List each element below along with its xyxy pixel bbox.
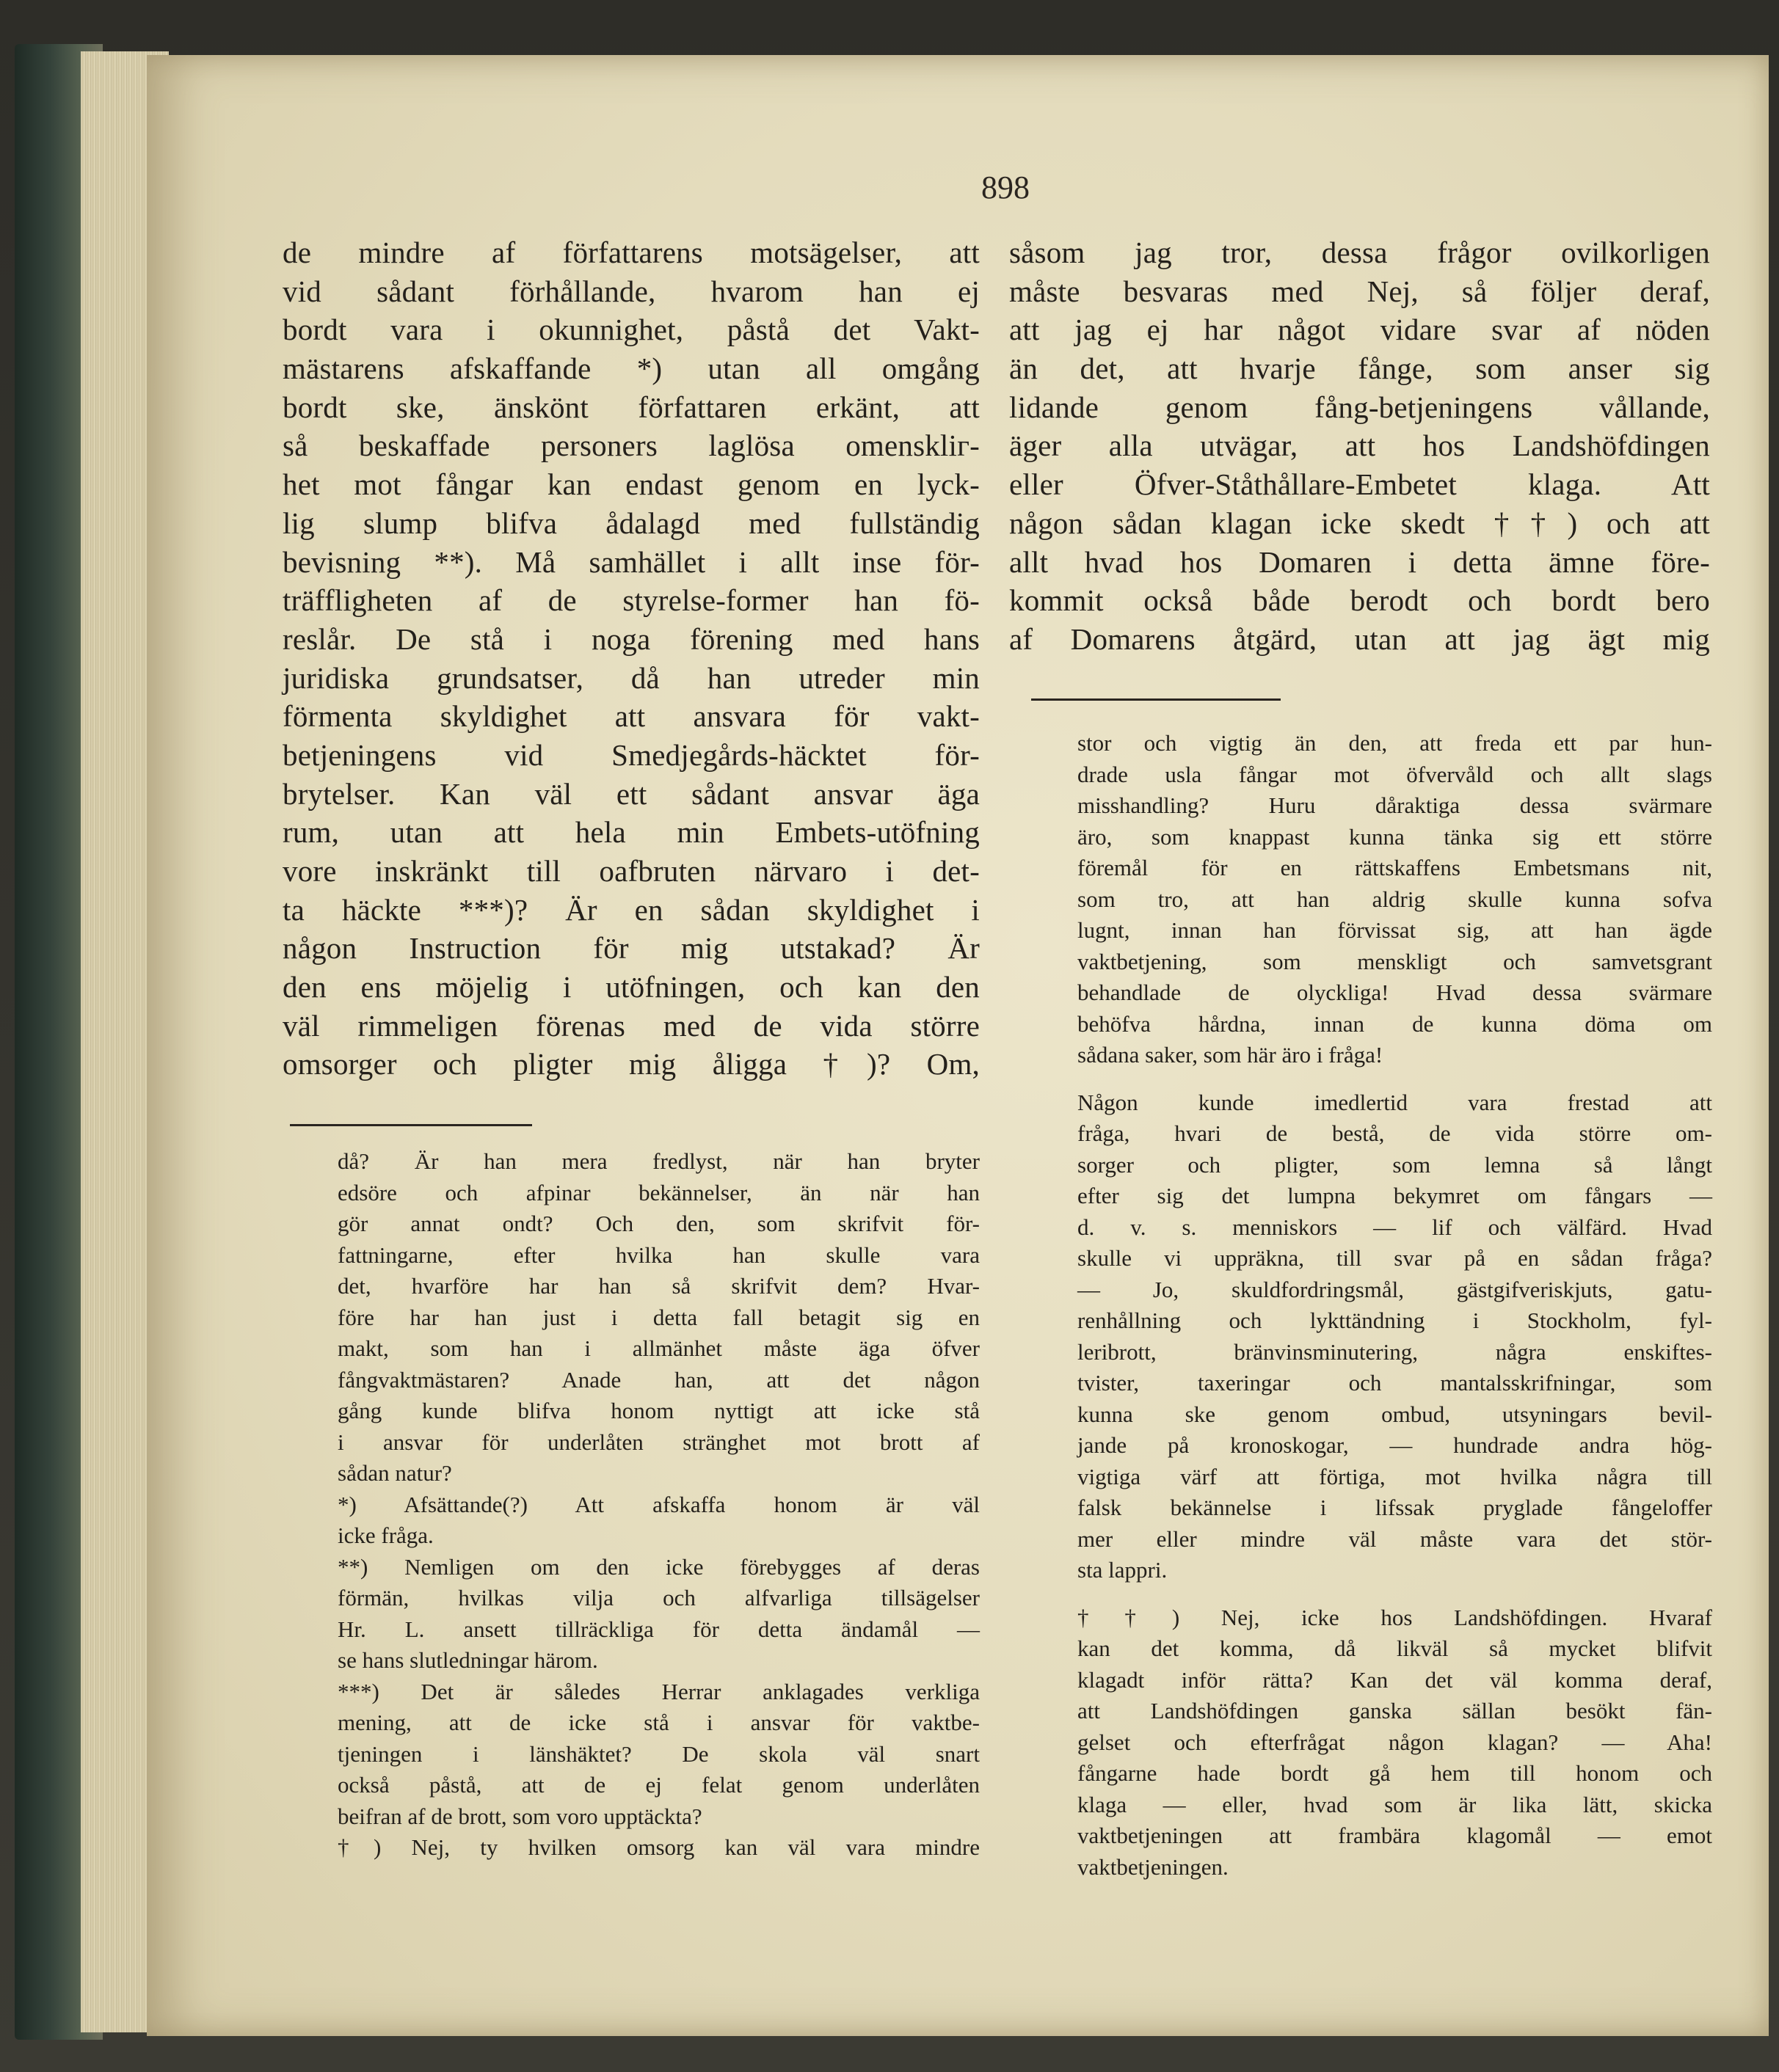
- footnote-line: lugnt, innan han förvissat sig, att han ägde: [1077, 917, 1712, 943]
- footnote-line: makt, som han i allmänhet måste äga öfver: [338, 1335, 980, 1361]
- footnote-line: — Jo, skuldfordringsmål, gästgifveriskjuts, gatu-: [1077, 1276, 1712, 1302]
- text-line: så beskaffade personers laglösa omenskliг-: [283, 428, 980, 463]
- footnote-line: som tro, att han aldrig skulle kunna sofva: [1077, 886, 1712, 912]
- footnote-line: kunna ske genom ombud, utsyningars bevil-: [1077, 1401, 1712, 1427]
- footnote-line: sorger och pligter, som lemna så långt: [1077, 1151, 1712, 1178]
- footnote-line: fattningarne, efter hvilka han skulle vara: [338, 1241, 980, 1268]
- text-line: någon sådan klagan icke skedt ††) och att: [1009, 506, 1710, 540]
- footnote-line: mer eller mindre väl måste vara det stör-: [1077, 1525, 1712, 1552]
- footnote-line: *) Afsättande(?) Att afskaffa honom är väl: [338, 1491, 980, 1517]
- footnote-line: också påstå, att de ej felat genom underlåten: [338, 1772, 980, 1798]
- footnote-rule-right: [1031, 698, 1281, 701]
- footnote-line: Någon kunde imedlertid vara frestad att: [1077, 1089, 1712, 1115]
- text-line: någon Instruction för mig utstakad? Är: [283, 931, 980, 966]
- text-line: bordt ske, änskönt författaren erkänt, att: [283, 390, 980, 424]
- footnote-line: föremål för en rättskaffens Embetsmans nit,: [1077, 855, 1712, 880]
- footnote-line: gör annat ondt? Och den, som skrifvit för-: [338, 1211, 980, 1236]
- text-line: vore inskränkt till oafbruten närvaro i det-: [283, 854, 980, 888]
- text-line: väl rimmeligen förenas med de vida större: [283, 1008, 980, 1043]
- footnote-line: det, hvarföre har han så skrifvit dem? Hvar-: [338, 1273, 980, 1299]
- text-line: den ens möjelig i utöfningen, och kan den: [283, 970, 980, 1004]
- footnote-line: sådan natur?: [338, 1460, 452, 1486]
- footnote-line: att Landshöfdingen ganska sällan besökt fän-: [1077, 1698, 1712, 1723]
- text-line: eller Öfver-Ståthållare-Embetet klaga. Att: [1009, 467, 1710, 502]
- footnote-line: drade usla fångar mot öfvervåld och allt slags: [1077, 761, 1712, 787]
- text-line: betjeningens vid Smedjegårds-häcktet för-: [283, 737, 980, 772]
- right-footnotes: [1077, 728, 1712, 1883]
- footnote-line: falsk bekännelse i lifssak pryglade fångeloffer: [1077, 1495, 1712, 1520]
- footnote-line: kan det komma, då likväl så mycket blifvit: [1077, 1635, 1712, 1661]
- text-line: mästarens afskaffande *) utan all omgång: [283, 351, 980, 386]
- text-line: måste besvaras med Nej, så följer deraf,: [1009, 274, 1710, 308]
- footnote-line: †) Nej, ty hvilken omsorg kan väl vara mindre: [338, 1834, 980, 1860]
- text-line: bordt vara i okunnighet, påstå det Vakt-: [283, 313, 980, 347]
- footnote-line: klaga — eller, hvad som är lika lätt, skicka: [1077, 1791, 1712, 1817]
- footnote-line: efter sig det lumpna bekymret om fångars —: [1077, 1183, 1712, 1208]
- text-line: kommit också både berodt och bordt bero: [1009, 583, 1710, 618]
- left-footnotes: [338, 1146, 980, 1864]
- footnote-line: se hans slutledningar härom.: [338, 1647, 598, 1673]
- footnote-line: ††) Nej, icke hos Landshöfdingen. Hvaraf: [1077, 1604, 1712, 1630]
- footnote-line: misshandling? Huru dåraktiga dessa svärmare: [1077, 792, 1712, 818]
- paragraph-gap: [1077, 1071, 1712, 1087]
- text-line: såsom jag tror, dessa frågor ovilkorligen: [1009, 236, 1710, 269]
- footnote-line: skulle vi uppräkna, till svar på en sådan fråga?: [1077, 1245, 1712, 1271]
- footnote-line: vigtiga värf att förtiga, mot hvilka några till: [1077, 1463, 1712, 1489]
- left-column-text: [283, 233, 980, 1084]
- footnote-line: tvister, taxeringar och mantalsskrifningar, som: [1077, 1370, 1712, 1396]
- footnote-line: vaktbetjening, som menskligt och samvetsgrant: [1077, 948, 1712, 974]
- footnote-line: fångarne hade bordt gå hem till honom och: [1077, 1760, 1712, 1786]
- footnote-line: stor och vigtig än den, att freda ett par hun-: [1077, 730, 1712, 756]
- footnote-line: i ansvar för underlåten stränghet mot brott af: [338, 1429, 980, 1455]
- footnote-line: behandlade de olyckliga! Hvad dessa svärmare: [1077, 980, 1712, 1005]
- text-line: allt hvad hos Domaren i detta ämne före-: [1009, 544, 1710, 579]
- text-line: rum, utan att hela min Embets-utöfning: [283, 815, 980, 850]
- footnote-line: ***) Det är således Herrar anklagades verkliga: [338, 1678, 980, 1704]
- footnote-line: icke fråga.: [338, 1522, 434, 1548]
- footnote-line: d. v. s. menniskors — lif och välfärd. Hvad: [1077, 1214, 1712, 1240]
- footnote-line: Hr. L. ansett tillräckliga för detta ändamål —: [338, 1616, 980, 1642]
- footnote-rule-left: [290, 1124, 532, 1126]
- text-line: lidande genom fång-betjeningens vållande,: [1009, 390, 1710, 424]
- footnote-line: behöfva hårdna, innan de kunna döma om: [1077, 1010, 1712, 1037]
- text-line: brytelser. Kan väl ett sådant ansvar äga: [283, 776, 980, 811]
- page-number: 898: [981, 169, 1030, 205]
- text-line: lig slump blifva ådalagd med fullständig: [283, 506, 980, 540]
- footnote-line: edsöre och afpinar bekännelser, än när han: [338, 1179, 980, 1205]
- text-line: bevisning **). Må samhället i allt inse för-: [283, 544, 980, 579]
- text-line: reslår. De stå i noga förening med hans: [283, 621, 980, 656]
- footnote-line: då? Är han mera fredlyst, när han bryter: [338, 1148, 980, 1174]
- text-line: att jag ej har något vidare svar af nöden: [1009, 313, 1710, 347]
- text-line: äger alla utvägar, att hos Landshöfdingen: [1009, 428, 1710, 463]
- footnote-line: vaktbetjeningen.: [1077, 1853, 1229, 1880]
- footnote-line: klagadt inför rätta? Kan det väl komma deraf,: [1077, 1666, 1712, 1693]
- footnote-line: gelset och efterfrågat någon klagan? — Aha!: [1077, 1729, 1712, 1755]
- footnote-line: sta lappri.: [1077, 1557, 1168, 1583]
- text-line: än det, att hvarje fånge, som anser sig: [1009, 351, 1710, 386]
- footnote-line: sådana saker, som här äro i fråga!: [1077, 1042, 1383, 1068]
- paragraph-gap: [1077, 1586, 1712, 1602]
- text-line: de mindre af författarens motsägelser, att: [283, 236, 980, 269]
- footnote-line: förmän, hvilkas vilja och alfvarliga tillsägelser: [338, 1585, 980, 1610]
- text-line: förmenta skyldighet att ansvara för vakt-: [283, 699, 980, 734]
- text-line: ta häckte ***)? Är en sådan skyldighet i: [283, 892, 980, 927]
- footnote-line: beifran af de brott, som voro upptäckta?: [338, 1803, 702, 1829]
- right-column-text: [1009, 233, 1710, 659]
- text-line: träffligheten af de styrelse-former han fö-: [283, 583, 980, 618]
- footnote-line: fångvaktmästaren? Anade han, att det någon: [338, 1366, 980, 1393]
- footnote-line: tjeningen i länshäktet? De skola väl snart: [338, 1740, 980, 1767]
- text-line: omsorger och pligter mig åligga †)? Om,: [283, 1047, 980, 1081]
- text-line: af Domarens åtgärd, utan att jag ägt mig: [1009, 621, 1710, 656]
- footnote-line: före har han just i detta fall betagit sig en: [338, 1304, 980, 1330]
- text-line: het mot fångar kan endast genom en lyck-: [283, 467, 980, 502]
- footnote-line: fråga, hvari de bestå, de vida större om-: [1077, 1120, 1712, 1146]
- footnote-line: renhållning och lykttändning i Stockholm, fyl-: [1077, 1307, 1712, 1333]
- text-line: juridiska grundsatser, då han utreder min: [283, 660, 980, 695]
- text-line: vid sådant förhållande, hvarom han ej: [283, 274, 980, 308]
- footnote-line: mening, att de icke stå i ansvar för vaktbe-: [338, 1710, 980, 1735]
- footnote-line: **) Nemligen om den icke förebygges af deras: [338, 1553, 980, 1580]
- footnote-line: vaktbetjeningen att frambära klagomål — emot: [1077, 1823, 1712, 1848]
- footnote-line: jande på kronoskogar, — hundrade andra hög-: [1077, 1432, 1712, 1458]
- footnote-line: äro, som knappast kunna tänka sig ett större: [1077, 823, 1712, 850]
- footnote-line: gång kunde blifva honom nyttigt att icke stå: [338, 1398, 980, 1423]
- footnote-line: leribrott, bränvinsminutering, några enskiftes-: [1077, 1338, 1712, 1365]
